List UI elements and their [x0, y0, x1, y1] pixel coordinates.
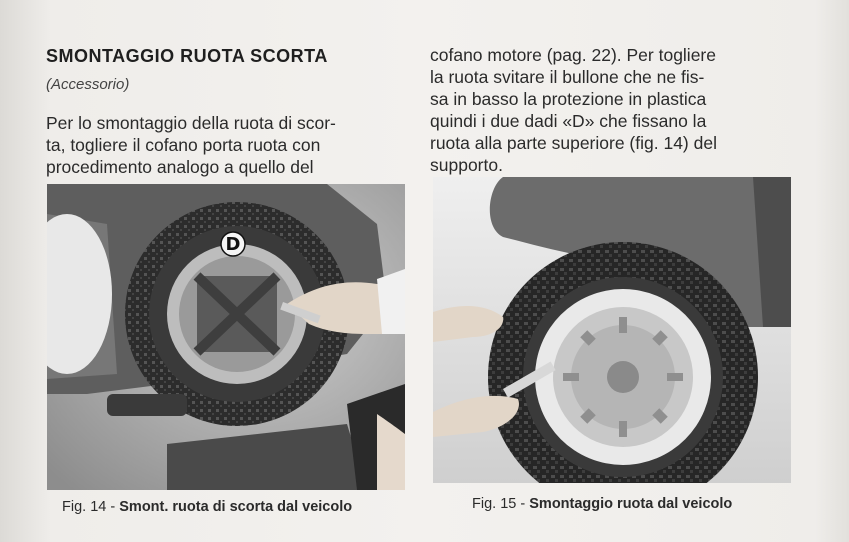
figure-14-number: Fig. 14 [62, 499, 107, 515]
text-line: la ruota svitare il bullone che ne fis- [430, 67, 705, 87]
wheel-removal-illustration [433, 177, 791, 483]
figure-14-caption [62, 499, 352, 515]
text-line: supporto. [430, 155, 503, 175]
figure-15-caption-text: Smontaggio ruota dal veicolo [529, 496, 733, 512]
figure-15-number: Fig. 15 [472, 496, 517, 512]
body-text-left [46, 112, 406, 178]
caption-separator: - [110, 499, 116, 515]
figure-15-photo [433, 177, 791, 483]
text-line: quindi i due dadi «D» che fissano la [430, 111, 707, 131]
caption-separator: - [520, 496, 526, 512]
figure-15-caption [472, 496, 732, 512]
text-line: ta, togliere il cofano porta ruota con [46, 135, 321, 155]
text-line: procedimento analogo a quello del [46, 157, 314, 177]
spare-wheel-removal-illustration [47, 184, 405, 490]
text-line: ruota alla parte superiore (fig. 14) del [430, 133, 717, 153]
section-subtitle: (Accessorio) [46, 76, 130, 93]
marker-d-label: D [225, 234, 241, 255]
text-line: sa in basso la protezione in plastica [430, 89, 707, 109]
figure-14-photo [47, 184, 405, 490]
section-title: SMONTAGGIO RUOTA SCORTA [46, 46, 328, 66]
text-line: Per lo smontaggio della ruota di scor- [46, 113, 336, 133]
text-line: cofano motore (pag. 22). Per togliere [430, 45, 716, 65]
figure-14-caption-text: Smont. ruota di scorta dal veicolo [119, 499, 353, 515]
body-text-right [430, 44, 790, 176]
